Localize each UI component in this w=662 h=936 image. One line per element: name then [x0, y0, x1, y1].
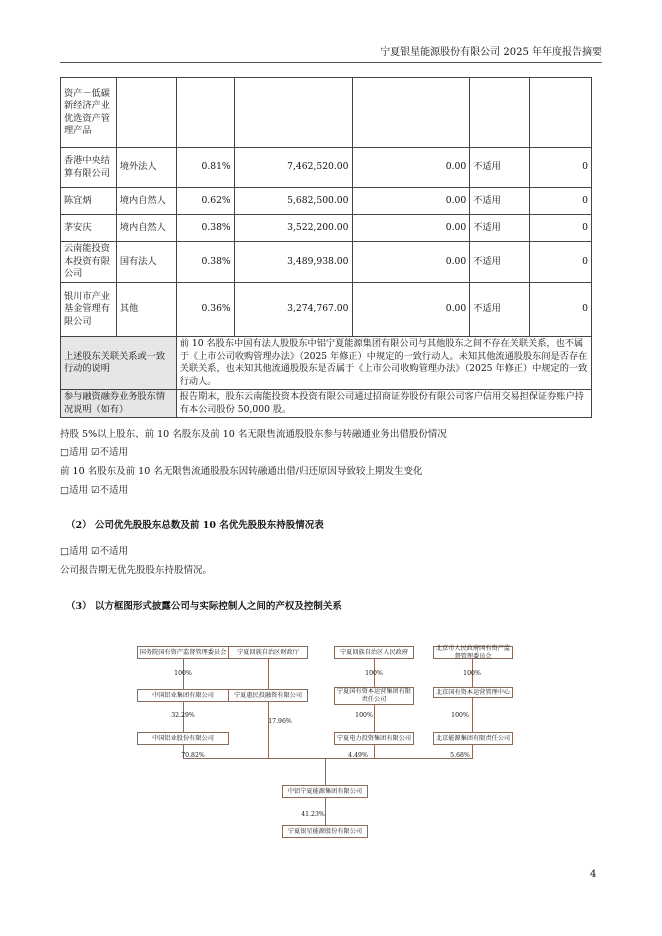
ownership-pct: 17.96%	[268, 718, 292, 725]
holder-nature: 其他	[116, 283, 176, 337]
holder-shares: 3,489,938.00	[234, 242, 352, 283]
related-text: 前 10 名股东中国有法人股股东中铝宁夏能源集团有限公司与其他股东之间不存在关联关系，也不属于《上市公司收购管理办法》（2025 年修正）中规定的一致行动人。未知其他流通股股东间是否存在关联关系，也未知其他流通股股东是否属于《上市公司收购管理办法》（2025 年修正）中规定的一致行动人。	[176, 337, 591, 390]
ownership-pct: 100%	[355, 712, 373, 719]
holder-name: 云南能投资本投资有限公司	[61, 242, 117, 283]
holder-name: 银川市产业基金管理有限公司	[61, 283, 117, 337]
page-number: 4	[590, 869, 597, 880]
org-box: 宁夏电力投资集团有限公司	[334, 732, 414, 745]
org-box: 北京国有资本运营管理中心	[433, 687, 513, 698]
change-paragraph: 前 10 名股东及前 10 名无限售流通股股东因转融通出借/归还原因导致较上期发生变化	[60, 466, 423, 477]
section-heading-2: （2） 公司优先股股东总数及前 10 名优先股股东持股情况表	[66, 520, 324, 531]
holder-pledge: 不适用	[470, 215, 530, 242]
applicability-line: □适用 ☑不适用	[60, 546, 129, 557]
org-box: 中国铝业股份有限公司	[137, 732, 229, 745]
holder-pledge: 不适用	[470, 188, 530, 215]
holder-qty: 0	[530, 215, 592, 242]
holder-qty: 0	[530, 148, 592, 188]
holder-nature: 境内自然人	[116, 215, 176, 242]
holder-name: 香港中央结算有限公司	[61, 148, 117, 188]
org-box: 宁夏回族自治区财政厅	[228, 646, 308, 659]
holder-restricted: 0.00	[352, 283, 470, 337]
ownership-pct: 32.29%	[171, 712, 195, 719]
ownership-pct: 100%	[463, 670, 481, 677]
ownership-pct: 70.82%	[181, 752, 205, 759]
holder-pct: 0.38%	[176, 242, 234, 283]
holder-pct: 0.62%	[176, 188, 234, 215]
holder-shares: 3,522,200.00	[234, 215, 352, 242]
org-box: 国务院国有资产监督管理委员会	[137, 646, 229, 659]
holder-name: 资产－低碳新经济产业优选资产管理产品	[61, 78, 117, 148]
page-header: 宁夏银星能源股份有限公司 2025 年年度报告摘要	[60, 46, 602, 63]
org-box: 宁夏银星能源股份有限公司	[282, 825, 368, 838]
holder-pledge: 不适用	[470, 242, 530, 283]
holder-restricted: 0.00	[352, 188, 470, 215]
org-box: 中铝宁夏能源集团有限公司	[282, 785, 368, 798]
ownership-pct: 100%	[174, 670, 192, 677]
holder-pct: 0.36%	[176, 283, 234, 337]
applicability-line: □适用 ☑不适用	[60, 485, 129, 496]
org-box: 宁夏回族自治区人民政府	[334, 646, 414, 659]
holder-shares: 5,682,500.00	[234, 188, 352, 215]
holder-pct: 0.38%	[176, 215, 234, 242]
ownership-pct: 100%	[365, 670, 383, 677]
margin-text: 报告期末，股东云南能投资本投资有限公司通过招商证券股份有限公司客户信用交易担保证券账户持有本公司股份 50,000 股。	[176, 390, 591, 418]
holder-name: 茅安庆	[61, 215, 117, 242]
ownership-pct: 100%	[451, 712, 469, 719]
holder-pledge: 不适用	[470, 148, 530, 188]
section-heading-3: （3） 以方框图形式披露公司与实际控制人之间的产权及控制关系	[66, 601, 342, 612]
ownership-pct: 4.49%	[348, 752, 368, 759]
ownership-pct: 41.23%	[301, 811, 325, 818]
org-box: 北京能源集团有限责任公司	[433, 732, 513, 745]
holder-nature: 境外法人	[116, 148, 176, 188]
preferred-note: 公司报告期无优先股股东持股情况。	[60, 565, 213, 576]
holder-nature: 国有法人	[116, 242, 176, 283]
lending-paragraph: 持股 5%以上股东、前 10 名股东及前 10 名无限售流通股股东参与转融通业务出借股份情况	[60, 429, 447, 440]
org-box: 北京市人民政府国有资产监督管理委员会	[433, 646, 513, 659]
holder-shares: 7,462,520.00	[234, 148, 352, 188]
holder-qty: 0	[530, 283, 592, 337]
holder-pledge: 不适用	[470, 283, 530, 337]
holder-shares: 3,274,767.00	[234, 283, 352, 337]
holder-name: 陈宜炳	[61, 188, 117, 215]
holder-pct: 0.81%	[176, 148, 234, 188]
applicability-line: □适用 ☑不适用	[60, 447, 129, 458]
holder-restricted: 0.00	[352, 215, 470, 242]
holder-restricted: 0.00	[352, 242, 470, 283]
margin-label: 参与融资融券业务股东情况说明（如有）	[61, 390, 177, 418]
org-box: 中国铝业集团有限公司	[137, 689, 229, 702]
holder-restricted: 0.00	[352, 148, 470, 188]
holder-qty: 0	[530, 188, 592, 215]
holder-nature: 境内自然人	[116, 188, 176, 215]
org-box: 宁夏惠民投融资有限公司	[228, 689, 308, 702]
ownership-pct: 5.68%	[450, 752, 470, 759]
holder-qty: 0	[530, 242, 592, 283]
related-label: 上述股东关联关系或一致行动的说明	[61, 337, 177, 390]
org-box: 宁夏国有资本运营集团有限责任公司	[334, 687, 414, 705]
